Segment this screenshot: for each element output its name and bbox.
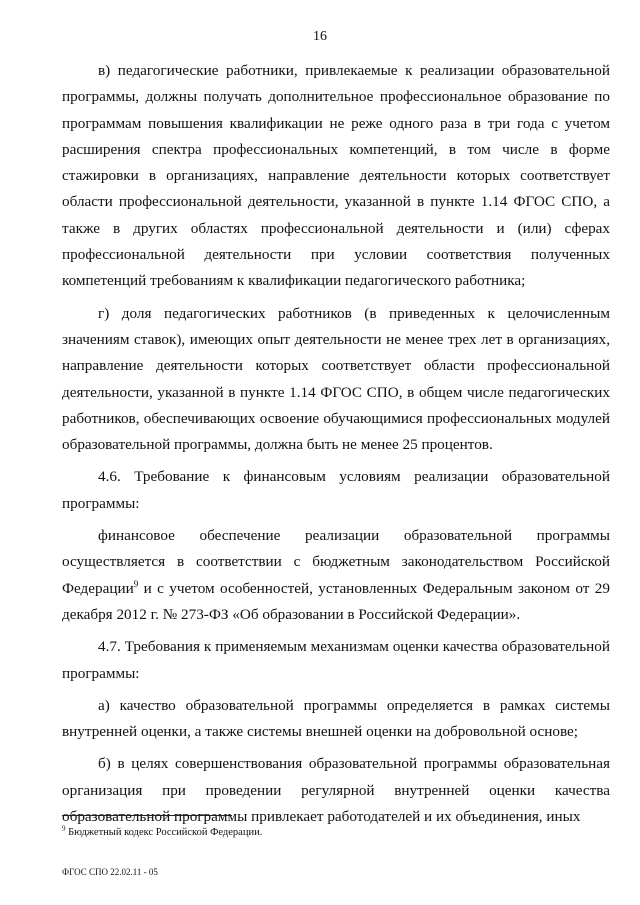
footnote-number: 9 xyxy=(62,824,66,833)
footnote xyxy=(62,826,610,839)
document-body xyxy=(62,58,610,836)
paragraph-g: г) доля педагогических работников (в приведенных к целочисленным значениям ставок), имеющих опыт деятельности не менее трех лет в организациях, направление деятельности которых соответствует области профессиональной деятельности, указанной в пункте 1.14 ФГОС СПО, в общем числе педагогических работников, обеспечивающих освоение обучающимися профессиональных модулей образовательной программы, должна быть не менее 25 процентов. xyxy=(62,304,610,454)
paragraph-a: а) качество образовательной программы определяется в рамках системы внутренней оценки, а также системы внешней оценки на добровольной основе; xyxy=(62,696,610,741)
document-code: ФГОС СПО 22.02.11 - 05 xyxy=(62,867,158,877)
page-number: 16 xyxy=(313,29,327,44)
financing-text-continued: и с учетом особенностей, установленных Федеральным законом от 29 декабря 2012 г. № 273-ФЗ «Об образовании в Российской Федерации». xyxy=(62,579,610,623)
footnote-divider xyxy=(62,815,232,816)
paragraph-financing xyxy=(62,523,610,628)
paragraph-b: б) в целях совершенствования образовательной программы образовательная организация при проведении регулярной внутренней оценки качества образовательной программы привлекает работодателей и их объединения, иных xyxy=(62,755,610,826)
financing-text: финансовое обеспечение реализации образовательной программы осуществляется в соответствии с бюджетным законодательством Российской Федерации xyxy=(62,527,610,597)
paragraph-v: в) педагогические работники, привлекаемые к реализации образовательной программы, должны получать дополнительное профессиональное образование по программам повышения квалификации не реже одного раза в три года с учетом расширения спектра профессиональных компетенций, в том числе в форме стажировки в организациях, направление деятельности которых соответствует области профессиональной деятельности, указанной в пункте 1.14 ФГОС СПО, а также в других областях профессиональной деятельности и (или) сферах профессиональной деятельности при условии соответствия полученных компетенций требованиям к квалификации педагогического работника; xyxy=(62,62,610,290)
footnote-reference: 9 xyxy=(133,578,139,589)
paragraph-4-7-heading: 4.7. Требования к применяемым механизмам оценки качества образовательной программы: xyxy=(62,638,610,682)
paragraph-4-6-heading: 4.6. Требование к финансовым условиям реализации образовательной программы: xyxy=(62,468,610,512)
footnote-text: Бюджетный кодекс Российской Федерации. xyxy=(65,827,263,838)
